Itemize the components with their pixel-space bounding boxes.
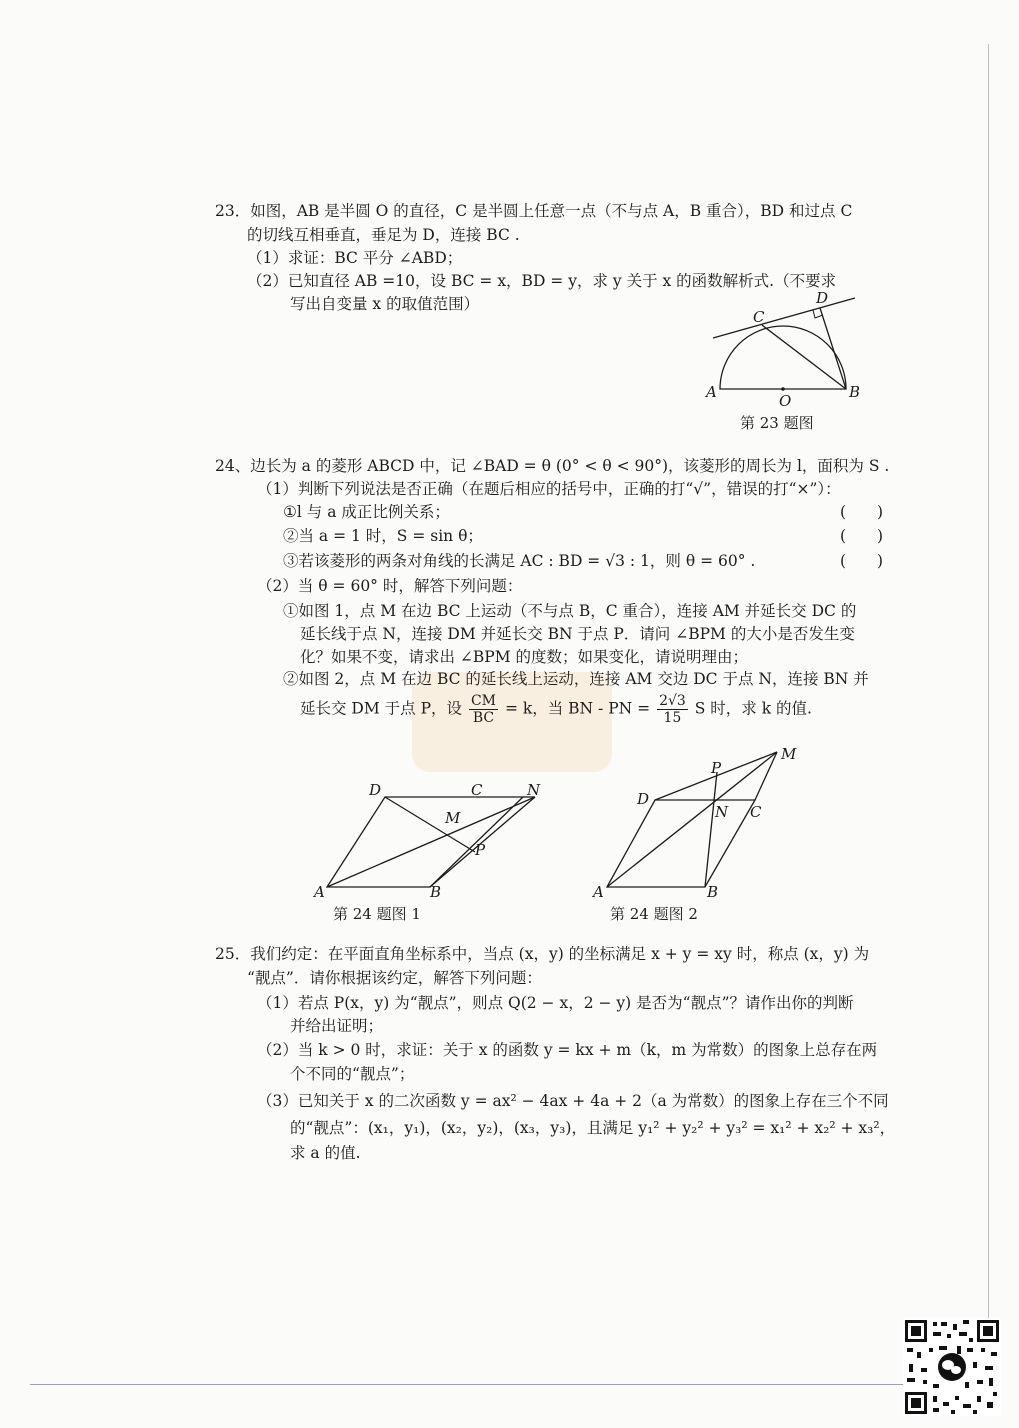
- fig1-label-a: A: [314, 883, 325, 901]
- fig2-label-p: P: [711, 759, 722, 777]
- q24-statement3: ③若该菱形的两条对角线的长满足 AC : BD = √3 : 1，则 θ = 60° .: [283, 552, 756, 570]
- q23-part1: （1）求证：BC 平分 ∠ABD；: [247, 249, 463, 267]
- fraction-2sqrt3-15: [657, 693, 688, 726]
- q23-part2b: 写出自变量 x 的取值范围）: [290, 295, 480, 313]
- q24-figure2: [585, 740, 805, 905]
- fraction-2sqrt3: 2√3: [659, 693, 686, 709]
- q23-figure: [695, 282, 875, 407]
- fig1-label-p: P: [475, 841, 486, 859]
- fig2-label-c: C: [750, 803, 762, 821]
- q24-b2-post: S 时，求 k 的值.: [694, 699, 812, 718]
- q25-line1: 25．我们约定：在平面直角坐标系中，当点 (x，y) 的坐标满足 x + y = xy 时，称点 (x，y) 为: [215, 945, 870, 963]
- q24-part2-a2: 延长线于点 N，连接 DM 并延长交 BN 于点 P．请问 ∠BPM 的大小是否发生变: [300, 625, 855, 643]
- q25-part3b: 的“靓点”：(x₁，y₁)，(x₂，y₂)，(x₃，y₃)，且满足 y₁² + y₂² + y₃² = x₁² + x₂² + x₃²，: [290, 1119, 896, 1137]
- q24-part1: （1）判断下列说法是否正确（在题后相应的括号中，正确的打“√”，错误的打“×”）：: [257, 480, 841, 498]
- q24-line1: 24、边长为 a 的菱形 ABCD 中，记 ∠BAD = θ (0° < θ < 90°)，该菱形的周长为 l，面积为 S .: [215, 457, 890, 475]
- qr-code[interactable]: [903, 1318, 1001, 1416]
- q24-part2-a1: ①如图 1，点 M 在边 BC 上运动（不与点 B，C 重合），连接 AM 并延长交 DC 的: [283, 602, 857, 620]
- q24-b2-mid: = k，当 BN - PN =: [504, 699, 651, 718]
- q23-line2: 的切线互相垂直，垂足为 D，连接 BC .: [247, 226, 520, 244]
- q23-label-d: D: [816, 289, 829, 307]
- q25-part2a: （2）当 k > 0 时，求证：关于 x 的函数 y = kx + m（k，m 为常数）的图象上总存在两: [257, 1041, 878, 1059]
- fig1-label-c: C: [471, 781, 483, 799]
- q24-answer-paren3: ( ): [840, 552, 884, 570]
- fig2-label-n: N: [715, 803, 729, 821]
- q24-answer-paren2: ( ): [840, 527, 884, 545]
- q24-statement2: ②当 a = 1 时，S = sin θ；: [283, 527, 483, 545]
- q24-b2-pre: 延长交 DM 于点 P，设: [300, 699, 463, 718]
- fraction-cm: CM: [470, 693, 496, 709]
- q23-label-b: B: [849, 383, 861, 401]
- fig1-label-b: B: [430, 883, 442, 901]
- q23-label-o: O: [779, 392, 792, 407]
- q24-answer-paren1: ( ): [840, 503, 884, 521]
- q25-part1b: 并给出证明；: [290, 1017, 384, 1035]
- page-bottom-line: [30, 1384, 990, 1385]
- q24-statement1: ①l 与 a 成正比例关系；: [283, 503, 450, 521]
- fraction-15: 15: [663, 710, 682, 726]
- q23-label-a: A: [706, 383, 717, 401]
- fig2-label-d: D: [637, 790, 650, 808]
- fig1-label-m: M: [445, 809, 461, 827]
- fig2-label-b: B: [707, 883, 719, 901]
- q25-part2b: 个不同的“靓点”；: [290, 1065, 415, 1083]
- fig1-label-n: N: [527, 781, 541, 799]
- q23-caption: 第 23 题图: [740, 414, 814, 432]
- q23-part2a: （2）已知直径 AB =10，设 BC = x，BD = y，求 y 关于 x 的函数解析式.（不要求: [247, 272, 837, 290]
- q25-line2: “靓点”．请你根据该约定，解答下列问题：: [247, 969, 542, 987]
- page-edge-line: [988, 44, 989, 1384]
- q24-part2-b2: [300, 693, 812, 726]
- q23-line1: 23．如图，AB 是半圆 O 的直径，C 是半圆上任意一点（不与点 A，B 重合），BD 和过点 C: [215, 202, 853, 220]
- fig1-label-d: D: [369, 781, 382, 799]
- q25-part1a: （1）若点 P(x，y) 为“靓点”，则点 Q(2 − x，2 − y) 是否为“靓点”？请作出你的判断: [257, 994, 854, 1012]
- fraction-cm-bc: [469, 693, 498, 726]
- q24-part2-a3: 化？如果不变，请求出 ∠BPM 的度数；如果变化，请说明理由；: [300, 648, 749, 666]
- q24-part2: （2）当 θ = 60° 时，解答下列问题：: [257, 577, 523, 595]
- q23-label-c: C: [753, 308, 765, 326]
- fig2-label-m: M: [781, 745, 797, 763]
- q25-part3a: （3）已知关于 x 的二次函数 y = ax² − 4ax + 4a + 2（a 为常数）的图象上存在三个不同: [257, 1092, 889, 1110]
- q24-part2-b1: ②如图 2，点 M 在边 BC 的延长线上运动，连接 AM 交边 DC 于点 N，连接 BN 并: [283, 670, 869, 688]
- q24-figure1: [305, 775, 545, 905]
- q25-part3c: 求 a 的值.: [290, 1144, 361, 1162]
- fig2-label-a: A: [593, 883, 604, 901]
- q24-caption2: 第 24 题图 2: [610, 905, 698, 923]
- fraction-bc: BC: [472, 710, 495, 726]
- q24-caption1: 第 24 题图 1: [333, 905, 421, 923]
